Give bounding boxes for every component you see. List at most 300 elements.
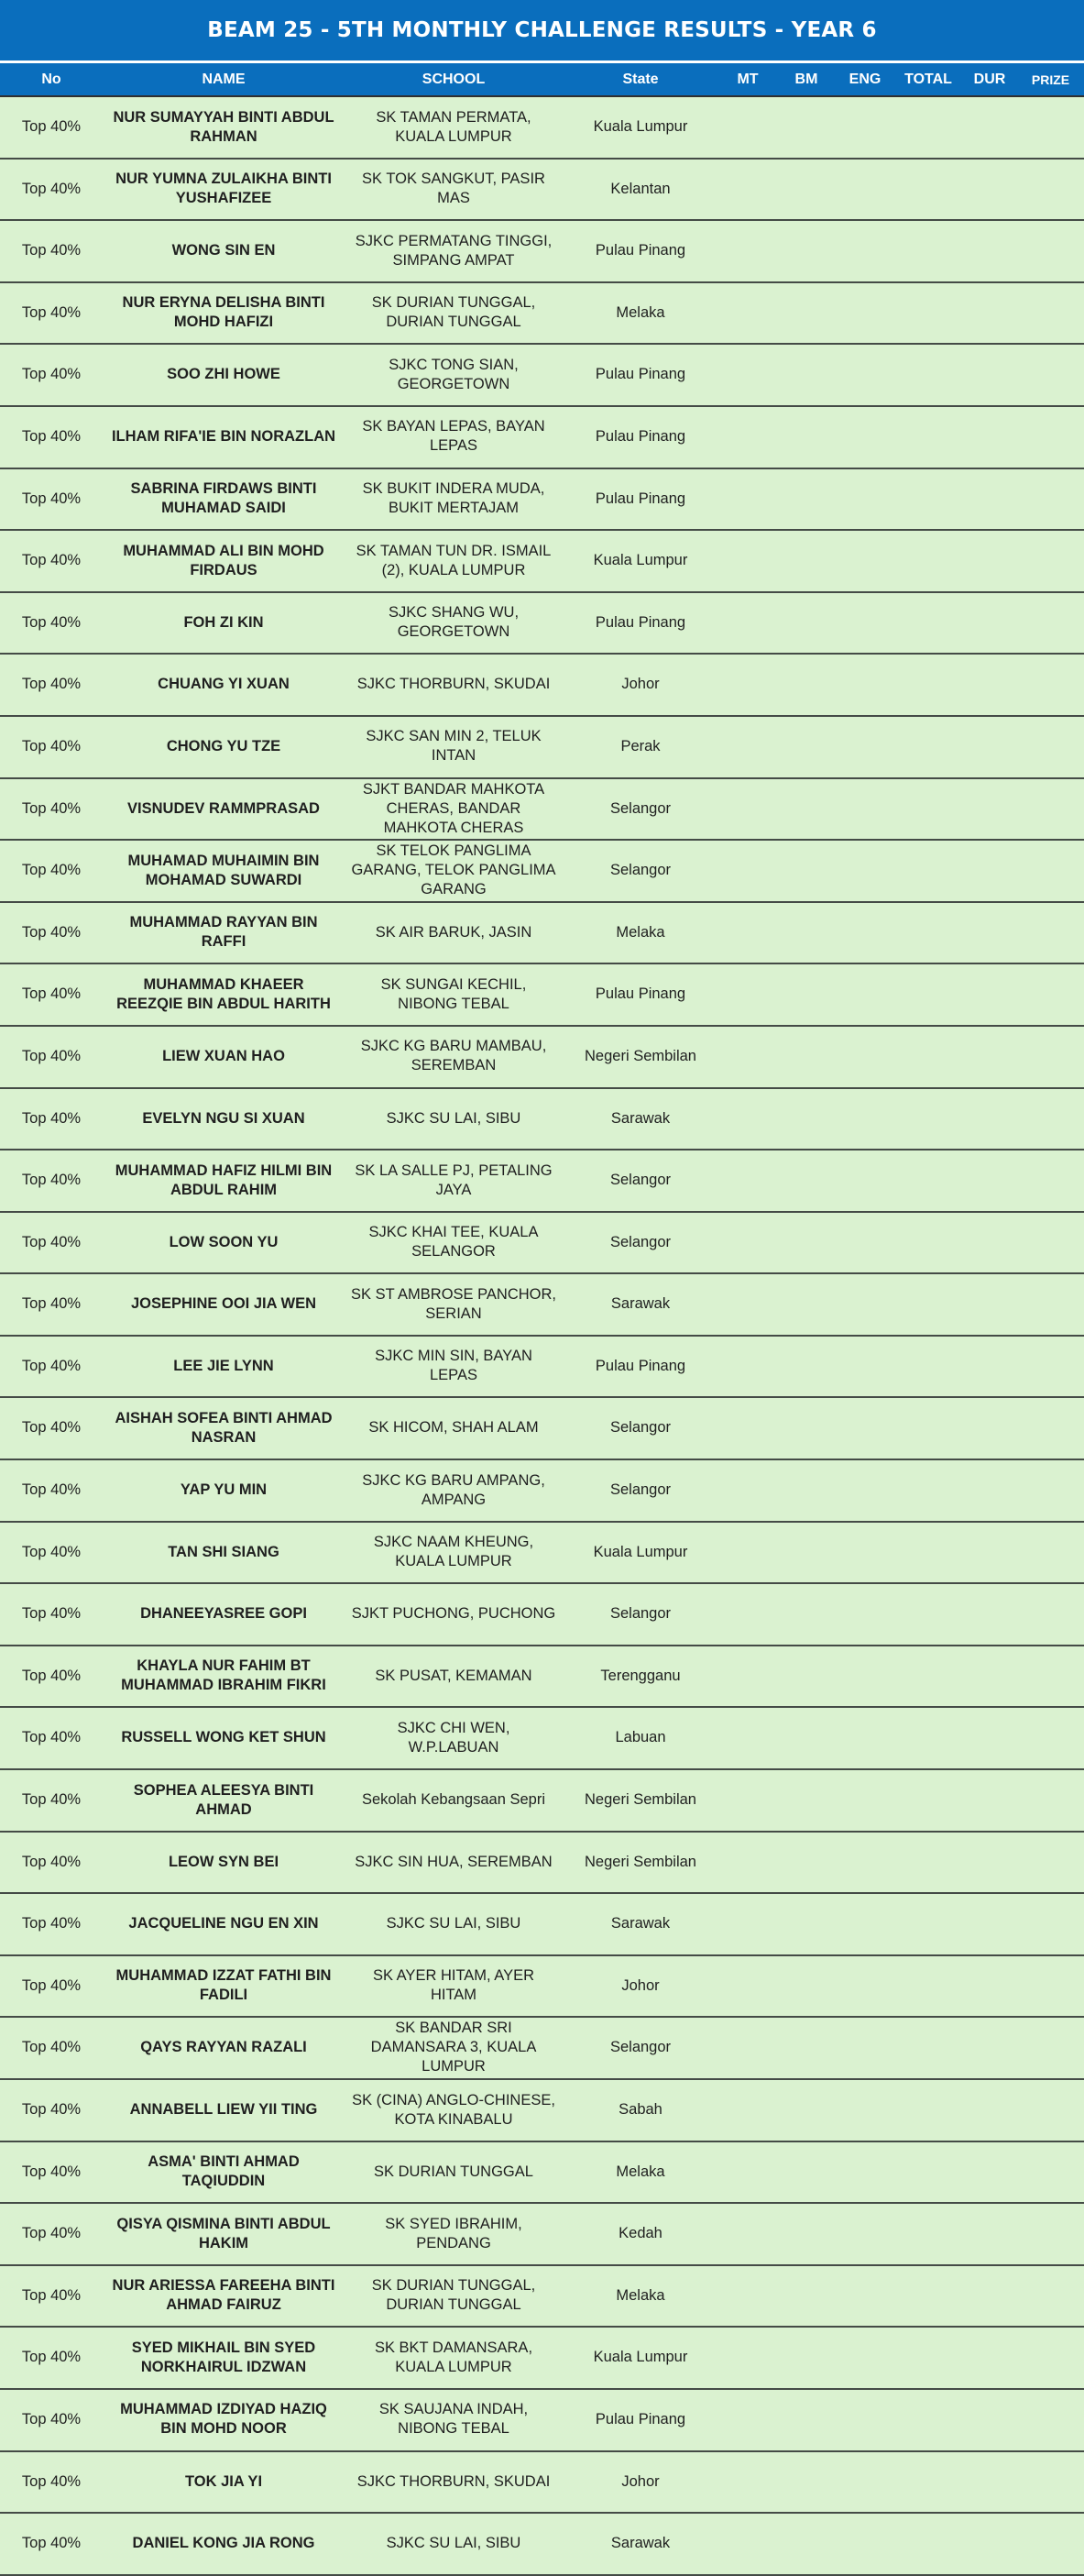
rank-cell: [0, 903, 103, 963]
total-cell: [894, 2514, 962, 2573]
school-cell-text: SJKC TONG SIAN, GEORGETOWN: [389, 356, 519, 392]
dur-cell: [962, 1213, 1017, 1272]
prize-cell: [1017, 469, 1084, 529]
eng-cell: [836, 2204, 894, 2263]
state-cell: [563, 283, 718, 343]
eng-cell: [836, 1398, 894, 1458]
state-cell: [563, 407, 718, 467]
column-header-state: State: [622, 71, 659, 87]
prize-cell: [1017, 717, 1084, 776]
column-header-no: No: [41, 71, 61, 87]
prize-cell: [1017, 779, 1084, 839]
state-cell: [563, 2080, 718, 2140]
name-cell-text: CHUANG YI XUAN: [158, 676, 290, 693]
rank-cell-text: Top 40%: [21, 1605, 82, 1623]
state-cell: [563, 1337, 718, 1396]
mt-cell: [718, 283, 777, 343]
table-row: [0, 2204, 1084, 2266]
rank-cell-text: Top 40%: [21, 1109, 82, 1127]
mt-cell: [718, 1213, 777, 1272]
school-cell: [345, 2204, 563, 2263]
state-cell: [563, 1150, 718, 1210]
state-cell-text: Sarawak: [610, 2535, 671, 2552]
bm-cell: [777, 1274, 836, 1334]
rank-cell-text: Top 40%: [21, 1543, 82, 1560]
rank-cell: [0, 1708, 103, 1767]
prize-cell: [1017, 1770, 1084, 1830]
dur-cell: [962, 283, 1017, 343]
school-cell: [345, 2080, 563, 2140]
rank-cell: [0, 221, 103, 281]
eng-cell: [836, 841, 894, 900]
eng-cell: [836, 964, 894, 1024]
state-cell: [563, 2514, 718, 2573]
state-cell-text: Perak: [620, 737, 661, 754]
name-cell-text: QISYA QISMINA BINTI ABDUL HAKIM: [116, 2215, 331, 2251]
state-cell-text: Selangor: [609, 1605, 672, 1623]
name-cell: [103, 2266, 345, 2326]
name-cell-text: ANNABELL LIEW YII TING: [129, 2101, 318, 2118]
name-cell-text: RUSSELL WONG KET SHUN: [121, 1729, 326, 1746]
dur-cell: [962, 2142, 1017, 2202]
prize-cell: [1017, 1027, 1084, 1086]
column-header-school: SCHOOL: [422, 71, 486, 87]
dur-cell: [962, 469, 1017, 529]
bm-cell: [777, 1833, 836, 1892]
mt-cell: [718, 903, 777, 963]
name-cell: [103, 593, 345, 653]
bm-cell: [777, 1027, 836, 1086]
school-cell-text: SK TELOK PANGLIMA GARANG, TELOK PANGLIMA GARANG: [351, 842, 556, 898]
rank-cell-text: Top 40%: [21, 1295, 82, 1313]
total-cell: [894, 779, 962, 839]
name-cell: [103, 717, 345, 776]
eng-cell: [836, 655, 894, 714]
school-cell: [345, 2266, 563, 2326]
prize-cell: [1017, 531, 1084, 590]
school-cell-text: SK TAMAN PERMATA, KUALA LUMPUR: [376, 108, 531, 145]
name-cell: [103, 903, 345, 963]
dur-cell: [962, 1523, 1017, 1582]
name-cell-text: MUHAMMAD HAFIZ HILMI BIN ABDUL RAHIM: [115, 1161, 333, 1198]
name-cell: [103, 1646, 345, 1706]
name-cell: [103, 779, 345, 839]
table-row: [0, 1398, 1084, 1460]
bm-cell: [777, 1523, 836, 1582]
state-cell: [563, 221, 718, 281]
name-cell-text: WONG SIN EN: [171, 242, 276, 259]
state-cell: [563, 469, 718, 529]
state-cell: [563, 1894, 718, 1954]
name-cell-text: SOO ZHI HOWE: [167, 366, 280, 383]
school-cell: [345, 1956, 563, 2016]
prize-cell: [1017, 2452, 1084, 2512]
name-cell: [103, 1150, 345, 1210]
name-cell-text: MUHAMMAD IZZAT FATHI BIN FADILI: [115, 1967, 332, 2004]
state-cell: [563, 903, 718, 963]
prize-cell: [1017, 903, 1084, 963]
state-cell-text: Selangor: [609, 1172, 672, 1189]
school-cell-text: SJKC SU LAI, SIBU: [386, 1915, 521, 1932]
mt-cell: [718, 1523, 777, 1582]
rank-cell: [0, 345, 103, 404]
state-cell-text: Pulau Pinang: [595, 427, 686, 445]
name-cell-text: LEE JIE LYNN: [173, 1357, 274, 1374]
school-cell: [345, 2328, 563, 2387]
rank-cell: [0, 97, 103, 157]
prize-cell: [1017, 655, 1084, 714]
eng-cell: [836, 1460, 894, 1520]
table-row: [0, 2142, 1084, 2205]
dur-cell: [962, 1770, 1017, 1830]
column-header-bm: BM: [794, 71, 818, 87]
dur-cell: [962, 964, 1017, 1024]
name-cell: [103, 1523, 345, 1582]
state-cell: [563, 1089, 718, 1149]
rank-cell: [0, 655, 103, 714]
rank-cell-text: Top 40%: [21, 1481, 82, 1499]
bm-cell: [777, 1956, 836, 2016]
state-cell-text: Sarawak: [610, 1295, 671, 1313]
dur-cell: [962, 717, 1017, 776]
eng-cell: [836, 407, 894, 467]
rank-cell: [0, 283, 103, 343]
name-cell-text: LIEW XUAN HAO: [162, 1047, 285, 1064]
eng-cell: [836, 1894, 894, 1954]
bm-cell: [777, 717, 836, 776]
dur-cell: [962, 1398, 1017, 1458]
school-cell: [345, 1213, 563, 1272]
school-cell-text: SJKC KG BARU AMPANG, AMPANG: [362, 1471, 545, 1508]
state-cell: [563, 1460, 718, 1520]
name-cell: [103, 2390, 345, 2449]
eng-cell: [836, 2018, 894, 2077]
dur-cell: [962, 160, 1017, 219]
school-cell: [345, 2514, 563, 2573]
school-cell: [345, 1584, 563, 1644]
total-cell: [894, 1584, 962, 1644]
eng-cell: [836, 1150, 894, 1210]
rank-cell: [0, 1213, 103, 1272]
rank-cell: [0, 1150, 103, 1210]
state-cell: [563, 2266, 718, 2326]
state-cell-text: Selangor: [609, 1233, 672, 1250]
name-cell-text: JACQUELINE NGU EN XIN: [128, 1915, 319, 1932]
bm-cell: [777, 779, 836, 839]
state-cell: [563, 2452, 718, 2512]
school-cell-text: SK SYED IBRAHIM, PENDANG: [385, 2215, 522, 2251]
school-cell: [345, 221, 563, 281]
dur-cell: [962, 1460, 1017, 1520]
rank-cell-text: Top 40%: [21, 1357, 82, 1374]
table-row: [0, 283, 1084, 346]
total-cell: [894, 345, 962, 404]
name-cell-text: NUR ARIESSA FAREEHA BINTI AHMAD FAIRUZ: [112, 2277, 335, 2314]
state-cell: [563, 779, 718, 839]
state-cell-text: Melaka: [616, 2286, 665, 2304]
school-cell: [345, 2018, 563, 2077]
dur-cell: [962, 1274, 1017, 1334]
eng-cell: [836, 283, 894, 343]
rank-cell: [0, 407, 103, 467]
school-cell: [345, 1337, 563, 1396]
total-cell: [894, 2452, 962, 2512]
rank-cell: [0, 779, 103, 839]
rank-cell-text: Top 40%: [21, 737, 82, 754]
school-cell: [345, 717, 563, 776]
school-cell-text: SJKC NAAM KHEUNG, KUALA LUMPUR: [373, 1534, 534, 1570]
rank-cell: [0, 1584, 103, 1644]
eng-cell: [836, 1833, 894, 1892]
school-cell-text: SJKC THORBURN, SKUDAI: [356, 676, 551, 693]
school-cell-text: SK TAMAN TUN DR. ISMAIL (2), KUALA LUMPUR: [356, 542, 552, 578]
total-cell: [894, 469, 962, 529]
dur-cell: [962, 2266, 1017, 2326]
total-cell: [894, 2204, 962, 2263]
name-cell-text: EVELYN NGU SI XUAN: [142, 1109, 305, 1127]
mt-cell: [718, 1027, 777, 1086]
state-cell-text: Kedah: [619, 2225, 662, 2242]
mt-cell: [718, 1337, 777, 1396]
name-cell: [103, 655, 345, 714]
bm-cell: [777, 1708, 836, 1767]
total-cell: [894, 1646, 962, 1706]
rank-cell-text: Top 40%: [21, 1729, 82, 1746]
table-row: [0, 2328, 1084, 2390]
state-cell-text: Johor: [621, 676, 660, 693]
mt-cell: [718, 1089, 777, 1149]
eng-cell: [836, 1708, 894, 1767]
bm-cell: [777, 407, 836, 467]
rank-cell: [0, 1523, 103, 1582]
eng-cell: [836, 1956, 894, 2016]
dur-cell: [962, 1956, 1017, 2016]
name-cell-text: CHONG YU TZE: [166, 737, 281, 754]
dur-cell: [962, 407, 1017, 467]
school-cell: [345, 345, 563, 404]
table-row: [0, 1274, 1084, 1337]
table-row: [0, 407, 1084, 469]
prize-cell: [1017, 1708, 1084, 1767]
state-cell-text: Pulau Pinang: [595, 2410, 686, 2427]
state-cell-text: Pulau Pinang: [595, 242, 686, 259]
name-cell-text: MUHAMMAD IZDIYAD HAZIQ BIN MOHD NOOR: [120, 2401, 327, 2438]
table-row: [0, 1027, 1084, 1089]
table-row: [0, 1460, 1084, 1523]
name-cell-text: LOW SOON YU: [169, 1233, 279, 1250]
rank-cell-text: Top 40%: [21, 1047, 82, 1064]
mt-cell: [718, 345, 777, 404]
table-row: [0, 1523, 1084, 1585]
name-cell-text: MUHAMAD MUHAIMIN BIN MOHAMAD SUWARDI: [127, 852, 320, 888]
dur-cell: [962, 2328, 1017, 2387]
bm-cell: [777, 1337, 836, 1396]
name-cell: [103, 1708, 345, 1767]
name-cell: [103, 160, 345, 219]
rank-cell: [0, 2390, 103, 2449]
table-row: [0, 221, 1084, 283]
state-cell: [563, 2390, 718, 2449]
rank-cell: [0, 1398, 103, 1458]
school-cell-text: SJKT BANDAR MAHKOTA CHERAS, BANDAR MAHKOTA CHERAS: [362, 780, 545, 836]
table-row: [0, 2080, 1084, 2142]
total-cell: [894, 1770, 962, 1830]
dur-cell: [962, 1708, 1017, 1767]
rank-cell-text: Top 40%: [21, 923, 82, 941]
eng-cell: [836, 1027, 894, 1086]
school-cell: [345, 2142, 563, 2202]
table-row: [0, 1213, 1084, 1275]
prize-cell: [1017, 2328, 1084, 2387]
prize-cell: [1017, 221, 1084, 281]
state-cell: [563, 1584, 718, 1644]
prize-cell: [1017, 407, 1084, 467]
rank-cell: [0, 1027, 103, 1086]
rank-cell: [0, 2080, 103, 2140]
table-row: [0, 1833, 1084, 1895]
total-cell: [894, 1460, 962, 1520]
column-header-eng: ENG: [849, 71, 881, 87]
table-row: [0, 1894, 1084, 1956]
prize-cell: [1017, 1646, 1084, 1706]
name-cell: [103, 2514, 345, 2573]
state-cell-text: Negeri Sembilan: [585, 1791, 696, 1809]
mt-cell: [718, 1150, 777, 1210]
state-cell-text: Sarawak: [610, 1109, 671, 1127]
rank-cell: [0, 593, 103, 653]
mt-cell: [718, 407, 777, 467]
state-cell: [563, 531, 718, 590]
state-cell: [563, 1956, 718, 2016]
dur-cell: [962, 2514, 1017, 2573]
eng-cell: [836, 1523, 894, 1582]
school-cell-text: SJKC SU LAI, SIBU: [386, 1109, 521, 1127]
name-cell-text: SOPHEA ALEESYA BINTI AHMAD: [133, 1781, 314, 1818]
state-cell: [563, 1523, 718, 1582]
name-cell-text: SABRINA FIRDAWS BINTI MUHAMAD SAIDI: [130, 480, 317, 517]
total-cell: [894, 2390, 962, 2449]
rank-cell: [0, 2204, 103, 2263]
rank-cell-text: Top 40%: [21, 2039, 82, 2056]
table-row: [0, 160, 1084, 222]
table-row: [0, 97, 1084, 160]
name-cell-text: DHANEEYASREE GOPI: [140, 1605, 307, 1623]
bm-cell: [777, 160, 836, 219]
name-cell: [103, 1833, 345, 1892]
rank-cell-text: Top 40%: [21, 676, 82, 693]
prize-cell: [1017, 2018, 1084, 2077]
state-cell: [563, 1213, 718, 1272]
state-cell: [563, 841, 718, 900]
table-row: [0, 1770, 1084, 1833]
mt-cell: [718, 1833, 777, 1892]
rank-cell-text: Top 40%: [21, 1976, 82, 1994]
school-cell: [345, 1708, 563, 1767]
table-row: [0, 1150, 1084, 1213]
dur-cell: [962, 593, 1017, 653]
column-header-name: NAME: [202, 71, 246, 87]
rank-cell: [0, 1956, 103, 2016]
school-cell-text: SK AIR BARUK, JASIN: [375, 923, 532, 941]
table-row: [0, 2390, 1084, 2452]
name-cell-text: MUHAMMAD ALI BIN MOHD FIRDAUS: [123, 542, 324, 578]
bm-cell: [777, 345, 836, 404]
eng-cell: [836, 469, 894, 529]
prize-cell: [1017, 2142, 1084, 2202]
name-cell: [103, 1460, 345, 1520]
total-cell: [894, 1398, 962, 1458]
prize-cell: [1017, 345, 1084, 404]
state-cell: [563, 1833, 718, 1892]
rank-cell: [0, 1770, 103, 1830]
table-row: [0, 469, 1084, 532]
rank-cell-text: Top 40%: [21, 552, 82, 569]
school-cell-text: SK BANDAR SRI DAMANSARA 3, KUALA LUMPUR: [370, 2020, 537, 2075]
rank-cell-text: Top 40%: [21, 613, 82, 631]
prize-cell: [1017, 964, 1084, 1024]
school-cell: [345, 1523, 563, 1582]
name-cell: [103, 531, 345, 590]
school-cell-text: SK ST AMBROSE PANCHOR, SERIAN: [350, 1285, 557, 1322]
bm-cell: [777, 2266, 836, 2326]
prize-cell: [1017, 1213, 1084, 1272]
dur-cell: [962, 1337, 1017, 1396]
mt-cell: [718, 1274, 777, 1334]
name-cell-text: DANIEL KONG JIA RONG: [132, 2535, 315, 2552]
eng-cell: [836, 2266, 894, 2326]
state-cell-text: Johor: [621, 2472, 660, 2490]
name-cell-text: KHAYLA NUR FAHIM BT MUHAMMAD IBRAHIM FIKRI: [121, 1657, 326, 1694]
mt-cell: [718, 531, 777, 590]
bm-cell: [777, 1460, 836, 1520]
school-cell: [345, 2390, 563, 2449]
total-cell: [894, 2080, 962, 2140]
total-cell: [894, 1213, 962, 1272]
dur-cell: [962, 1584, 1017, 1644]
state-cell-text: Pulau Pinang: [595, 366, 686, 383]
state-cell-text: Kuala Lumpur: [593, 2349, 688, 2366]
dur-cell: [962, 221, 1017, 281]
bm-cell: [777, 593, 836, 653]
school-cell-text: SK BUKIT INDERA MUDA, BUKIT MERTAJAM: [362, 480, 545, 517]
bm-cell: [777, 2390, 836, 2449]
bm-cell: [777, 283, 836, 343]
school-cell: [345, 1274, 563, 1334]
name-cell-text: QAYS RAYYAN RAZALI: [140, 2039, 307, 2056]
school-cell: [345, 1089, 563, 1149]
state-cell: [563, 655, 718, 714]
dur-cell: [962, 2390, 1017, 2449]
school-cell-text: SK BKT DAMANSARA, KUALA LUMPUR: [374, 2339, 533, 2375]
bm-cell: [777, 1089, 836, 1149]
table-row: [0, 345, 1084, 407]
school-cell: [345, 964, 563, 1024]
column-header-dur: DUR: [973, 71, 1006, 87]
mt-cell: [718, 2328, 777, 2387]
school-cell: [345, 283, 563, 343]
eng-cell: [836, 717, 894, 776]
mt-cell: [718, 1460, 777, 1520]
rank-cell-text: Top 40%: [21, 490, 82, 507]
prize-cell: [1017, 2390, 1084, 2449]
state-cell-text: Selangor: [609, 1481, 672, 1499]
eng-cell: [836, 903, 894, 963]
school-cell: [345, 779, 563, 839]
table-row: [0, 1646, 1084, 1709]
name-cell: [103, 1213, 345, 1272]
prize-cell: [1017, 1150, 1084, 1210]
rank-cell: [0, 1337, 103, 1396]
